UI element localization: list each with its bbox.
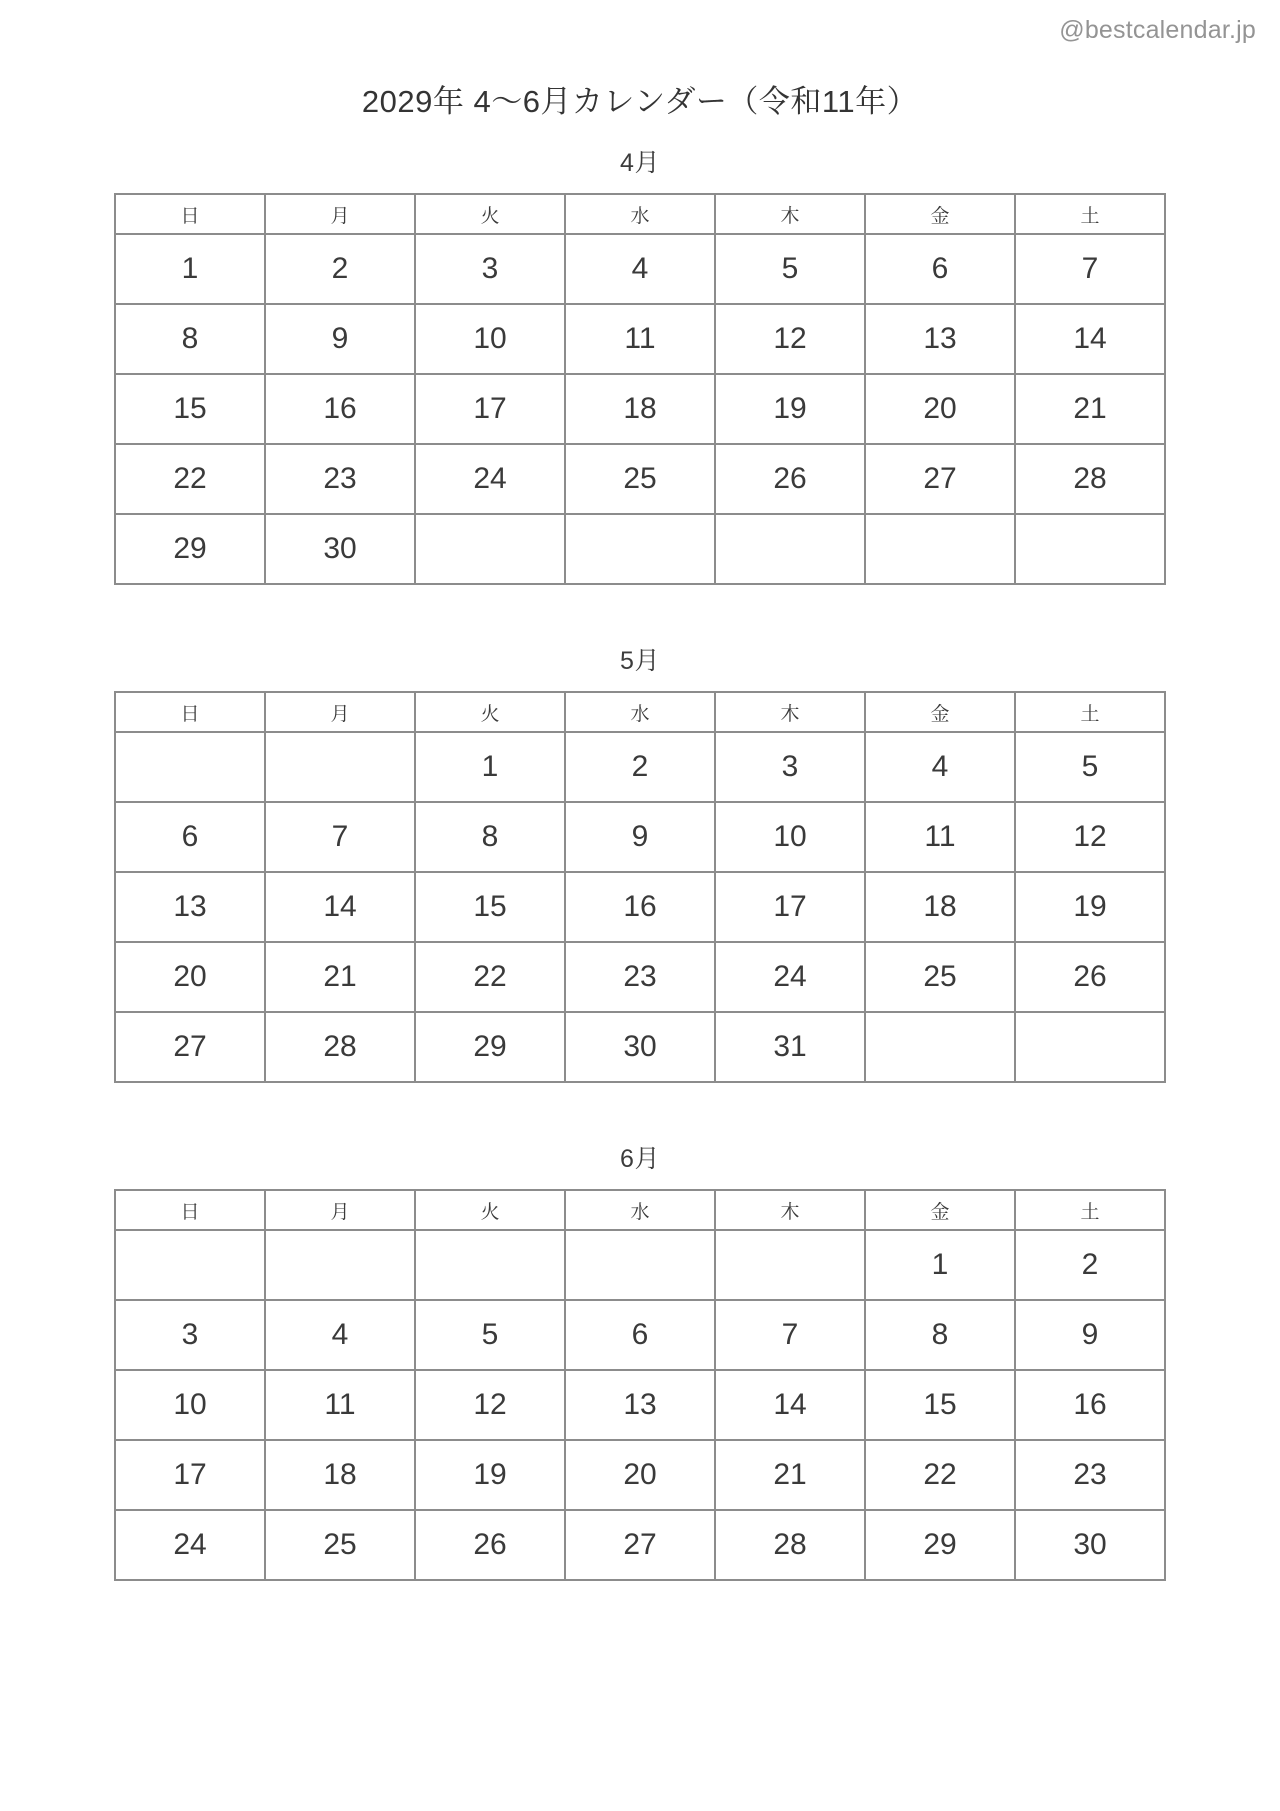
week-row xyxy=(115,1230,1165,1300)
day-cell[interactable]: 4 xyxy=(565,234,715,304)
weekday-header-火: 火 xyxy=(415,1190,565,1230)
day-cell[interactable]: 16 xyxy=(265,374,415,444)
months-container xyxy=(0,121,1280,1581)
day-cell-empty xyxy=(715,1230,865,1300)
day-cell[interactable]: 29 xyxy=(415,1012,565,1082)
day-cell[interactable]: 9 xyxy=(565,802,715,872)
day-cell[interactable]: 24 xyxy=(115,1510,265,1580)
week-row xyxy=(115,732,1165,802)
day-cell[interactable]: 11 xyxy=(265,1370,415,1440)
week-row xyxy=(115,1370,1165,1440)
day-cell[interactable]: 3 xyxy=(715,732,865,802)
day-cell-empty xyxy=(565,514,715,584)
day-cell[interactable]: 27 xyxy=(865,444,1015,514)
day-cell[interactable]: 17 xyxy=(415,374,565,444)
day-cell-empty xyxy=(1015,1012,1165,1082)
day-cell[interactable]: 8 xyxy=(415,802,565,872)
weekday-header-金: 金 xyxy=(865,692,1015,732)
day-cell[interactable]: 21 xyxy=(715,1440,865,1510)
weekday-header-日: 日 xyxy=(115,1190,265,1230)
day-cell[interactable]: 22 xyxy=(415,942,565,1012)
day-cell-empty xyxy=(565,1230,715,1300)
day-cell[interactable]: 7 xyxy=(715,1300,865,1370)
day-cell[interactable]: 22 xyxy=(865,1440,1015,1510)
week-row xyxy=(115,514,1165,584)
day-cell[interactable]: 15 xyxy=(415,872,565,942)
week-row xyxy=(115,802,1165,872)
day-cell[interactable]: 11 xyxy=(565,304,715,374)
day-cell[interactable]: 30 xyxy=(265,514,415,584)
day-cell[interactable]: 28 xyxy=(1015,444,1165,514)
weekday-header-金: 金 xyxy=(865,194,1015,234)
week-row xyxy=(115,304,1165,374)
day-cell-empty xyxy=(265,1230,415,1300)
week-row xyxy=(115,1440,1165,1510)
day-cell[interactable]: 16 xyxy=(565,872,715,942)
month-block-4月 xyxy=(0,121,1280,585)
day-cell[interactable]: 28 xyxy=(715,1510,865,1580)
day-cell-empty xyxy=(1015,514,1165,584)
day-cell[interactable]: 13 xyxy=(865,304,1015,374)
day-cell[interactable]: 9 xyxy=(1015,1300,1165,1370)
day-cell[interactable]: 8 xyxy=(115,304,265,374)
week-row xyxy=(115,1300,1165,1370)
day-cell[interactable]: 30 xyxy=(1015,1510,1165,1580)
day-cell[interactable]: 2 xyxy=(265,234,415,304)
day-cell[interactable]: 11 xyxy=(865,802,1015,872)
day-cell-empty xyxy=(715,514,865,584)
day-cell[interactable]: 18 xyxy=(565,374,715,444)
week-row xyxy=(115,1012,1165,1082)
weekday-header-row xyxy=(115,194,1165,234)
day-cell[interactable]: 18 xyxy=(865,872,1015,942)
day-cell-empty xyxy=(865,514,1015,584)
day-cell[interactable]: 6 xyxy=(865,234,1015,304)
day-cell[interactable]: 21 xyxy=(1015,374,1165,444)
day-cell[interactable]: 14 xyxy=(715,1370,865,1440)
day-cell[interactable]: 25 xyxy=(865,942,1015,1012)
week-row xyxy=(115,234,1165,304)
weekday-header-月: 月 xyxy=(265,692,415,732)
weekday-header-金: 金 xyxy=(865,1190,1015,1230)
calendar-table xyxy=(114,193,1166,585)
weekday-header-月: 月 xyxy=(265,1190,415,1230)
day-cell[interactable]: 12 xyxy=(715,304,865,374)
day-cell[interactable]: 7 xyxy=(265,802,415,872)
day-cell[interactable]: 23 xyxy=(565,942,715,1012)
day-cell[interactable]: 12 xyxy=(415,1370,565,1440)
day-cell[interactable]: 8 xyxy=(865,1300,1015,1370)
day-cell[interactable]: 19 xyxy=(415,1440,565,1510)
day-cell[interactable]: 20 xyxy=(865,374,1015,444)
weekday-header-土: 土 xyxy=(1015,194,1165,234)
day-cell[interactable]: 5 xyxy=(1015,732,1165,802)
day-cell-empty xyxy=(865,1012,1015,1082)
week-row xyxy=(115,444,1165,514)
day-cell[interactable]: 9 xyxy=(265,304,415,374)
day-cell[interactable]: 4 xyxy=(265,1300,415,1370)
weekday-header-row xyxy=(115,1190,1165,1230)
day-cell-empty xyxy=(115,732,265,802)
day-cell[interactable]: 24 xyxy=(415,444,565,514)
day-cell[interactable]: 26 xyxy=(715,444,865,514)
day-cell[interactable]: 27 xyxy=(565,1510,715,1580)
day-cell[interactable]: 14 xyxy=(265,872,415,942)
day-cell[interactable]: 23 xyxy=(1015,1440,1165,1510)
day-cell[interactable]: 6 xyxy=(565,1300,715,1370)
day-cell[interactable]: 19 xyxy=(1015,872,1165,942)
week-row xyxy=(115,942,1165,1012)
day-cell[interactable]: 10 xyxy=(115,1370,265,1440)
calendar-table xyxy=(114,691,1166,1083)
weekday-header-日: 日 xyxy=(115,194,265,234)
day-cell[interactable]: 16 xyxy=(1015,1370,1165,1440)
day-cell[interactable]: 18 xyxy=(265,1440,415,1510)
day-cell[interactable]: 25 xyxy=(265,1510,415,1580)
day-cell[interactable]: 14 xyxy=(1015,304,1165,374)
day-cell[interactable]: 10 xyxy=(415,304,565,374)
day-cell[interactable]: 21 xyxy=(265,942,415,1012)
day-cell[interactable]: 17 xyxy=(115,1440,265,1510)
month-block-6月 xyxy=(0,1083,1280,1581)
day-cell[interactable]: 20 xyxy=(565,1440,715,1510)
page-title: 2029年 4〜6月カレンダー（令和11年） xyxy=(361,84,919,119)
day-cell[interactable]: 10 xyxy=(715,802,865,872)
day-cell[interactable]: 29 xyxy=(115,514,265,584)
day-cell-empty xyxy=(265,732,415,802)
day-cell[interactable]: 6 xyxy=(115,802,265,872)
day-cell[interactable]: 1 xyxy=(115,234,265,304)
day-cell[interactable]: 1 xyxy=(865,1230,1015,1300)
day-cell[interactable]: 20 xyxy=(115,942,265,1012)
day-cell-empty xyxy=(115,1230,265,1300)
day-cell[interactable]: 23 xyxy=(265,444,415,514)
day-cell[interactable]: 1 xyxy=(415,732,565,802)
day-cell[interactable]: 12 xyxy=(1015,802,1165,872)
calendar-table xyxy=(114,1189,1166,1581)
day-cell[interactable]: 19 xyxy=(715,374,865,444)
day-cell[interactable]: 13 xyxy=(115,872,265,942)
day-cell[interactable]: 24 xyxy=(715,942,865,1012)
weekday-header-日: 日 xyxy=(115,692,265,732)
month-block-5月 xyxy=(0,585,1280,1083)
weekday-header-row xyxy=(115,692,1165,732)
day-cell[interactable]: 2 xyxy=(1015,1230,1165,1300)
day-cell[interactable]: 31 xyxy=(715,1012,865,1082)
site-watermark: @bestcalendar.jp xyxy=(1059,16,1256,44)
day-cell[interactable]: 25 xyxy=(565,444,715,514)
day-cell[interactable]: 26 xyxy=(1015,942,1165,1012)
month-label: 4月 xyxy=(620,149,660,177)
week-row xyxy=(115,374,1165,444)
weekday-header-火: 火 xyxy=(415,194,565,234)
day-cell[interactable]: 3 xyxy=(415,234,565,304)
day-cell[interactable]: 5 xyxy=(415,1300,565,1370)
weekday-header-水: 水 xyxy=(565,692,715,732)
day-cell[interactable]: 2 xyxy=(565,732,715,802)
day-cell[interactable]: 27 xyxy=(115,1012,265,1082)
weekday-header-火: 火 xyxy=(415,692,565,732)
day-cell[interactable]: 28 xyxy=(265,1012,415,1082)
day-cell[interactable]: 29 xyxy=(865,1510,1015,1580)
week-row xyxy=(115,1510,1165,1580)
day-cell[interactable]: 7 xyxy=(1015,234,1165,304)
weekday-header-水: 水 xyxy=(565,194,715,234)
day-cell[interactable]: 17 xyxy=(715,872,865,942)
day-cell[interactable]: 15 xyxy=(115,374,265,444)
day-cell-empty xyxy=(415,1230,565,1300)
day-cell[interactable]: 15 xyxy=(865,1370,1015,1440)
week-row xyxy=(115,872,1165,942)
day-cell[interactable]: 5 xyxy=(715,234,865,304)
day-cell[interactable]: 13 xyxy=(565,1370,715,1440)
day-cell[interactable]: 3 xyxy=(115,1300,265,1370)
month-label: 5月 xyxy=(620,647,660,675)
weekday-header-土: 土 xyxy=(1015,692,1165,732)
weekday-header-木: 木 xyxy=(715,1190,865,1230)
day-cell[interactable]: 26 xyxy=(415,1510,565,1580)
weekday-header-月: 月 xyxy=(265,194,415,234)
weekday-header-木: 木 xyxy=(715,692,865,732)
day-cell-empty xyxy=(415,514,565,584)
day-cell[interactable]: 30 xyxy=(565,1012,715,1082)
day-cell[interactable]: 22 xyxy=(115,444,265,514)
weekday-header-土: 土 xyxy=(1015,1190,1165,1230)
day-cell[interactable]: 4 xyxy=(865,732,1015,802)
month-label: 6月 xyxy=(620,1145,660,1173)
weekday-header-水: 水 xyxy=(565,1190,715,1230)
weekday-header-木: 木 xyxy=(715,194,865,234)
